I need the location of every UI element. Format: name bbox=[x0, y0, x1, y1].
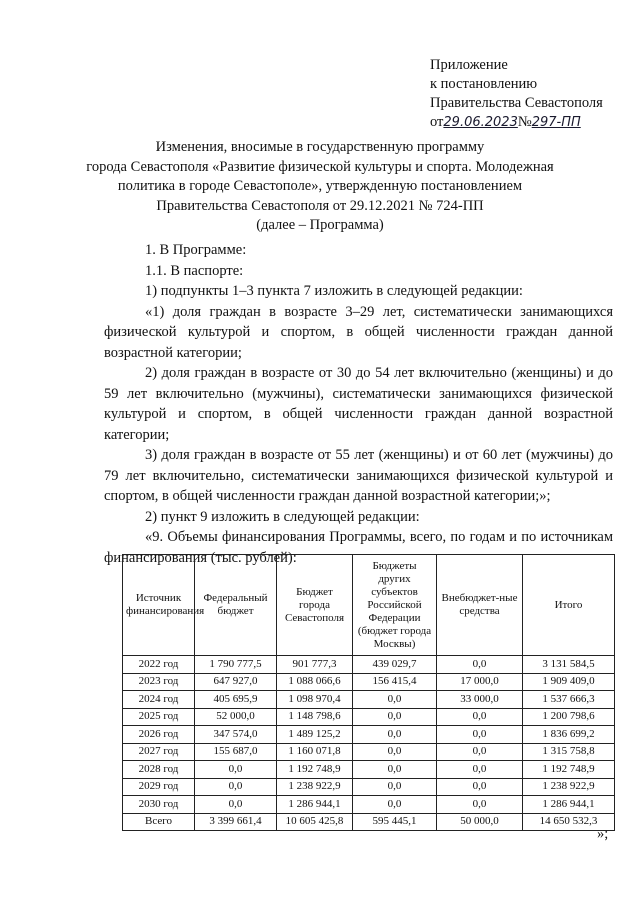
appendix-from-label: от bbox=[430, 114, 444, 130]
appendix-block bbox=[430, 56, 603, 132]
paragraph-2: 1.1. В паспорте: bbox=[145, 262, 244, 279]
table-cell: 156 415,4 bbox=[353, 673, 437, 691]
table-cell: 1 192 748,9 bbox=[277, 761, 353, 779]
title-line-1: Изменения, вносимые в государственную программу bbox=[155, 139, 485, 155]
table-cell: 1 790 777,5 bbox=[195, 656, 277, 674]
document-title bbox=[80, 138, 560, 236]
table-cell: 0,0 bbox=[353, 778, 437, 796]
table-cell: 1 909 409,0 bbox=[523, 673, 615, 691]
table-cell: 0,0 bbox=[353, 691, 437, 709]
title-line-5: (далее – Программа) bbox=[256, 217, 384, 233]
table-cell: 3 399 661,4 bbox=[195, 813, 277, 831]
header-other-subjects: Бюджеты других субъектов Российской Федерации (бюджет города Москвы) bbox=[353, 555, 437, 656]
paragraph-8: «9. Объемы финансирования Программы, всего, по годам и по источникам финансирования (тыс. рублей): bbox=[104, 529, 613, 566]
header-extrabudget: Внебюджет-ные средства bbox=[437, 555, 523, 656]
header-city-budget: Бюджет города Севастополя bbox=[277, 555, 353, 656]
table-cell: 2027 год bbox=[123, 743, 195, 761]
paragraph-4: «1) доля граждан в возрасте 3–29 лет, систематически занимающихся физической культурой и спортом, в общей численности граждан данной возрастной категории; bbox=[104, 303, 613, 361]
table-cell: 2022 год bbox=[123, 656, 195, 674]
appendix-line-4 bbox=[430, 113, 603, 132]
header-source: Источник финансирования bbox=[123, 555, 195, 656]
table-cell: 0,0 bbox=[353, 708, 437, 726]
header-total: Итого bbox=[523, 555, 615, 656]
table-cell: 2030 год bbox=[123, 796, 195, 814]
table-row bbox=[123, 778, 615, 796]
title-line-4: Правительства Севастополя от 29.12.2021 № 724-ПП bbox=[156, 197, 484, 214]
table-cell: 0,0 bbox=[195, 761, 277, 779]
table-row bbox=[123, 708, 615, 726]
number-sign: № bbox=[517, 114, 532, 130]
table-cell: 0,0 bbox=[437, 743, 523, 761]
title-line-2: города Севастополя «Развитие физической культуры и спорта. Молодежная bbox=[86, 158, 554, 175]
table-cell: 1 200 798,6 bbox=[523, 708, 615, 726]
table-cell: 1 286 944,1 bbox=[277, 796, 353, 814]
table-cell: 10 605 425,8 bbox=[277, 813, 353, 831]
table-cell: 14 650 532,3 bbox=[523, 813, 615, 831]
table-row bbox=[123, 726, 615, 744]
table-row bbox=[123, 673, 615, 691]
table-cell: 595 445,1 bbox=[353, 813, 437, 831]
table-cell: 2023 год bbox=[123, 673, 195, 691]
table-row bbox=[123, 691, 615, 709]
closing-quote: »; bbox=[597, 826, 609, 842]
table-cell: 0,0 bbox=[353, 761, 437, 779]
table-cell: 17 000,0 bbox=[437, 673, 523, 691]
table-cell: 2025 год bbox=[123, 708, 195, 726]
table-cell: 0,0 bbox=[353, 743, 437, 761]
table-row bbox=[123, 796, 615, 814]
table-cell: 0,0 bbox=[437, 761, 523, 779]
table-cell: 1 088 066,6 bbox=[277, 673, 353, 691]
table-row bbox=[123, 743, 615, 761]
header-federal: Федеральный бюджет bbox=[195, 555, 277, 656]
table-cell: 0,0 bbox=[195, 796, 277, 814]
table-cell: 439 029,7 bbox=[353, 656, 437, 674]
table-cell: 1 098 970,4 bbox=[277, 691, 353, 709]
handwritten-number: 297-ПП bbox=[531, 115, 581, 130]
paragraph-5: 2) доля граждан в возрасте от 30 до 54 лет включительно (женщины) и до 59 лет включительно (мужчины), систематически занимающихся физической культурой и спортом, в общей численности граждан данной возрастной категории; bbox=[104, 365, 613, 443]
table-cell: 1 315 758,8 bbox=[523, 743, 615, 761]
table-row bbox=[123, 656, 615, 674]
table-cell: 155 687,0 bbox=[195, 743, 277, 761]
table-cell: 0,0 bbox=[437, 796, 523, 814]
handwritten-date: 29.06.2023 bbox=[443, 115, 518, 130]
table-cell: 1 238 922,9 bbox=[523, 778, 615, 796]
paragraph-7: 2) пункт 9 изложить в следующей редакции: bbox=[145, 508, 420, 525]
table-row bbox=[123, 761, 615, 779]
paragraph-3: 1) подпункты 1–3 пункта 7 изложить в следующей редакции: bbox=[145, 283, 523, 299]
table-header-row bbox=[123, 555, 615, 656]
paragraph-1: 1. В Программе: bbox=[145, 242, 247, 258]
table-cell: 0,0 bbox=[353, 726, 437, 744]
table-cell: 0,0 bbox=[437, 656, 523, 674]
table-cell: 3 131 584,5 bbox=[523, 656, 615, 674]
table-cell: 0,0 bbox=[195, 778, 277, 796]
table-cell: 2026 год bbox=[123, 726, 195, 744]
paragraph-6: 3) доля граждан в возрасте от 55 лет (женщины) и от 60 лет (мужчины) до 79 лет включительно, систематически занимающихся физической культурой и спортом, в общей численности граждан данной возрастной категории;»; bbox=[104, 447, 613, 504]
table-cell: 1 537 666,3 bbox=[523, 691, 615, 709]
table-cell: 0,0 bbox=[437, 726, 523, 744]
title-line-3: политика в городе Севастополе», утвержденную постановлением bbox=[117, 178, 523, 194]
table-cell: 405 695,9 bbox=[195, 691, 277, 709]
table-cell: 347 574,0 bbox=[195, 726, 277, 744]
table-cell: 901 777,3 bbox=[277, 656, 353, 674]
table-cell: Всего bbox=[123, 813, 195, 831]
financing-table bbox=[122, 554, 615, 831]
table-cell: 2029 год bbox=[123, 778, 195, 796]
appendix-line-1: Приложение bbox=[430, 57, 508, 73]
table-cell: 0,0 bbox=[437, 708, 523, 726]
table-cell: 647 927,0 bbox=[195, 673, 277, 691]
table-cell: 1 192 748,9 bbox=[523, 761, 615, 779]
table-cell: 50 000,0 bbox=[437, 813, 523, 831]
table-cell: 1 148 798,6 bbox=[277, 708, 353, 726]
table-cell: 0,0 bbox=[353, 796, 437, 814]
table-cell: 33 000,0 bbox=[437, 691, 523, 709]
table-cell: 2024 год bbox=[123, 691, 195, 709]
appendix-line-2: к постановлению bbox=[430, 76, 538, 92]
table-cell: 1 286 944,1 bbox=[523, 796, 615, 814]
table-total-row bbox=[123, 813, 615, 831]
table-cell: 2028 год bbox=[123, 761, 195, 779]
table-cell: 1 160 071,8 bbox=[277, 743, 353, 761]
body-text bbox=[104, 240, 613, 568]
table-cell: 0,0 bbox=[437, 778, 523, 796]
table-cell: 52 000,0 bbox=[195, 708, 277, 726]
appendix-line-3: Правительства Севастополя bbox=[430, 95, 603, 111]
table-cell: 1 489 125,2 bbox=[277, 726, 353, 744]
table-cell: 1 836 699,2 bbox=[523, 726, 615, 744]
table-cell: 1 238 922,9 bbox=[277, 778, 353, 796]
